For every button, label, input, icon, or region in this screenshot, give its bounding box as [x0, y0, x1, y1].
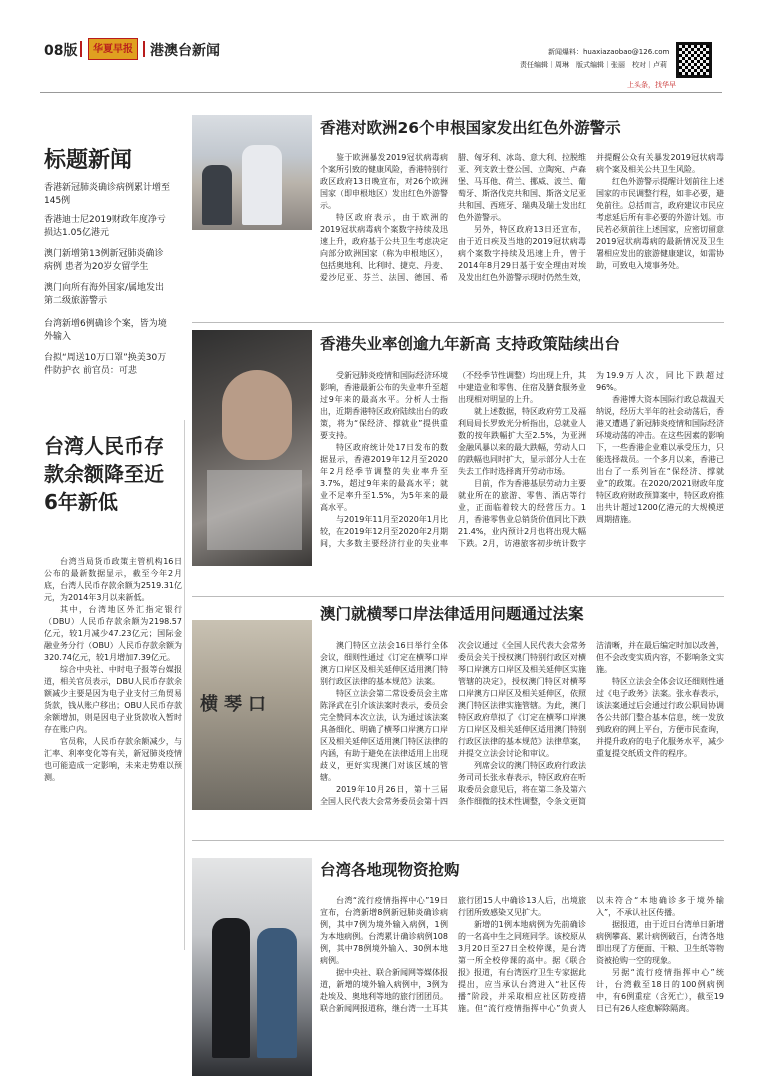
article-divider: [192, 322, 724, 323]
article-body: [320, 370, 724, 590]
paragraph: 特区立法会全体会议还细则性通过《电子政务》法案。张永春表示，该法案通过后会通过行政公职局协调各公共部门整合基本信息，统一发放到政府的网上平台，方便市民查询，并提升政府的电子化服务水平，减少重复提交纸质文件的程序。: [596, 677, 724, 758]
brief-item: 香港迪士尼2019财政年度净亏损达1.05亿港元: [44, 215, 166, 238]
paragraph: 香港博大资本国际行政总裁温天纳说，经历大半年的社会动荡后，香港又遭遇了新冠肺炎疫情和国际经济环境动荡的冲击。在这些因素的影响下，一些香港企业难以承受压力，只能选择裁员。一个多月以来，香港已出台了一系列旨在“保经济、撑就业”的政策。在2020/2021财政年度特区政府财政预算案中，特区政府推出共计超过1200亿港元的大规模逆周期措施。: [596, 395, 724, 524]
paragraph: 澳门特区立法会16日举行全体会议，细则性通过《订定在横琴口岸澳方口岸区及相关延伸区适用澳门特别行政区法律的基本规范》法案。: [320, 641, 448, 686]
article-headline: 香港失业率创逾九年新高 支持政策陆续出台: [320, 335, 620, 353]
paragraph: 另据“流行疫情指挥中心”统计，台湾截至18日的100例病例中，有6例重症（含死亡），截至19日已有26人痊愈解除隔离。: [596, 968, 724, 1013]
article-divider: [192, 840, 724, 841]
paragraph: 鉴于欧洲暴发2019冠状病毒病个案所引致的健康风险，香港特别行政区政府13日晚宣布，对26个欧洲国家（即申根地区）发出红色外游警示。: [320, 153, 448, 210]
paragraph: 特区政府统计处17日发布的数据显示，香港2019年12月至2020年2月经季节调整的失业率升至3.7%，超过9年来的最高水平；就业不足率升至1.5%，为5年来的最高水平。: [320, 443, 448, 512]
travelers-luggage-photo: [192, 858, 312, 1076]
article-body: [320, 640, 724, 822]
hengqin-port-photo: [192, 620, 312, 810]
page-number: 08版: [44, 43, 78, 59]
news-hotline: 新闻爆料：huaxiazaobao@126.com: [548, 48, 670, 56]
page-header: [0, 0, 766, 95]
paragraph: 另外，特区政府13日还宣布，由于近日疾及当地的2019冠状病毒病个案数字持续及迅速上升，曾于2014年8月29日基于安全理由对埃及发出红色外游警示现时仍然生效，并提醒公众有关暴发2019冠状病毒病个案及相关公共卫生风险。: [458, 153, 724, 282]
brief-item: 台拟“周送10万口罩”换美30万件防护衣 前官员：可悲: [44, 353, 167, 376]
article-headline: 澳门就横琴口岸法律适用问题通过法案: [320, 605, 584, 623]
qr-code-icon: [676, 42, 712, 78]
paragraph: 目前，作为香港基层劳动力主要就业所在的旅游、零售、酒店等行业，正面临着较大的经营压力。1月，香港零售业总销货价值同比下跌21.4%，业内预计2月也将出现大幅下跌。2月，访港旅客初步统计数字为19.9万人次，同比下跌超过96%。: [458, 371, 724, 548]
brief-item: 香港新冠肺炎确诊病例累计增至145例: [44, 183, 171, 206]
paragraph: 列席会议的澳门特区政府行政法务司司长张永春表示，特区政府在听取委员会意见后，将在第二条及第六条作细微的技术性调整，令条文更简洁清晰，并在最后编定时加以改善，但不会改变实质内容，不影响条文实施。: [458, 641, 724, 806]
paragraph: 就上述数据，特区政府劳工及福利局局长罗致光分析指出，总就业人数的按年跌幅扩大至2.5%，为亚洲金融风暴以来的最大跌幅，劳动人口的跌幅也同时扩大，显示部分人士在失去工作时选择离开劳动市场。: [458, 407, 586, 476]
paragraph: 红色外游警示提醒计划前往上述国家的市民调整行程，如非必要，避免前往。总括而言，政府建议市民应考虑延后所有非必要的外游计划。市民若必须前往上述国家，应密切留意2019冠状病毒病的最新情况及卫生署相应发出的旅游健康建议，如需协助，可致电入境事务处。: [596, 177, 724, 270]
brief-item: 澳门新增第13例新冠肺炎确诊病例 患者为20岁女留学生: [44, 249, 164, 272]
airport-travelers-photo: [192, 115, 312, 230]
paragraph: 台湾“流行疫情指挥中心”19日宣布，台湾新增8例新冠肺炎确诊病例，其中7例为境外输入病例，1例为本地病例。台湾累计确诊病例108例，其中78例境外输入、30例本地病例。: [320, 896, 448, 965]
port-sign: 横琴口: [200, 694, 272, 715]
paragraph: 台湾当局货币政策主管机构16日公布的最新数据显示，截至今年2月底，台湾人民币存款余额为2519.31亿元，为2014年3月以来新低。: [44, 557, 182, 602]
brief-item: 澳门向所有海外国家/属地发出第二级旅游警示: [44, 283, 165, 306]
article-body: [320, 895, 724, 1070]
slogan: 上头条，找华早: [627, 81, 676, 89]
section-name: 港澳台新闻: [150, 43, 220, 59]
article-headline: 香港对欧洲26个申根国家发出红色外游警示: [320, 119, 621, 137]
header-separator: [80, 41, 82, 57]
paragraph: 新增的1例本地病例为先前确诊的一名高中生之同班同学。该校原从3月20日至27日全校停课，是台湾第一所全校停课的高中。据《联合报》报道，有台湾医疗卫生专家据此提出，应当承认台湾进入“社区传播”阶段，并采取相应社区防疫措施。但“流行疫情指挥中心”负责人以未符合“本地确诊多于境外输入”，不承认社区传播。: [458, 896, 724, 1013]
paragraph: 与2019年11月至2020年1月比较，在2019年12月至2020年2月期间，大多数主要经济行业的失业率（不经季节性调整）均出现上升，其中建造业和零售、住宿及膳食服务业出现相对明显的上升。: [320, 371, 586, 548]
article-body: [320, 152, 724, 314]
feature-headline: 台湾人民币存款余额降至近6年新低: [44, 434, 164, 514]
header-rule: [40, 92, 722, 93]
article-divider: [192, 596, 724, 597]
paragraph: 受新冠肺炎疫情和国际经济环境影响，香港最新公布的失业率升至超过9年来的最高水平。分析人士指出，近期香港特区政府陆续出台的政策，将为“保经济、撑就业”提供重要支持。: [320, 371, 448, 440]
headlines-title: 标题新闻: [44, 148, 133, 173]
newspaper-logo: 华夏早报: [88, 38, 138, 60]
paragraph: 特区立法会第二常设委员会主席陈泽武在引介该法案时表示，委员会完全赞同本次立法，认为通过该法案具备细化、明确了横琴口岸澳方口岸区及相关延伸区适用澳门特区法律的内涵，有助于避免在法律适用上出现歧义，更好实现澳门对该区域的管辖。: [320, 689, 448, 782]
column-divider: [184, 420, 185, 950]
paragraph: 综合中央社、中时电子报等台媒报道，相关官员表示，DBU人民币存款余额减少主要是因为电子业支付三角贸易货款，钱从账户移出；OBU人民币存款余额增加，则是因电子业货款收入暂时存在账户内。: [44, 665, 182, 734]
paragraph: 2019年10月26日，第十三届全国人民代表大会常务委员会第十四次会议通过《全国人民代表大会常务委员会关于授权澳门特别行政区对横琴口岸澳方口岸区及相关延伸区实施管辖的决定》，授权澳门特区对横琴口岸澳方口岸区及相关延伸区，依照澳门特区法律实施管辖。为此，澳门特区政府草拟了《订定在横琴口岸澳方口岸区及相关延伸区适用澳门特别行政区法律的基本规范》法律草案，并提交立法会讨论和审议。: [320, 641, 586, 806]
paragraph: 官员称，人民币存款余额减少，与汇率、利率变化等有关，新冠肺炎疫情也可能造成一定影响，未来走势难以预测。: [44, 737, 182, 782]
paragraph: 据中央社、联合新闻网等媒体报道，新增的境外输入病例中，3例为赴埃及、奥地利等地的旅行团团员。联合新闻网报道称，继台湾一土耳其旅行团15人中确诊13人后，出境旅行团所致感染又见扩大。: [320, 896, 586, 1013]
paragraph: 据报道，由于近日台湾单日新增病例攀高、累计病例破百，台湾各地即出现了方便面、干粮、卫生纸等物资被抢购一空的现象。: [596, 920, 724, 965]
editor-credits: 责任编辑｜周琳 版式编辑｜张丽 校对｜卢莉: [520, 61, 667, 69]
paragraph: 其中，台湾地区外汇指定银行（DBU）人民币存款余额为2198.57亿元，较1月减少47.23亿元；国际金融业务分行（OBU）人民币存款余额为320.74亿元，较1月增加7.39亿元。: [44, 605, 182, 662]
paragraph: 特区政府表示，由于欧洲的2019冠状病毒病个案数字持续及迅速上升，政府基于公共卫生考虑决定向部分欧洲国家（称为申根地区），包括奥地利、比利时、捷克、丹麦、爱沙尼亚、芬兰、法国、德国、希腊、匈牙利、冰岛、意大利、拉脱维亚、列支敦士登公国、立陶宛、卢森堡、马耳他、荷兰、挪威、波兰、葡萄牙、斯洛伐克共和国、斯洛文尼亚共和国、西班牙、瑞典及瑞士发出红色外游警示。: [320, 153, 586, 282]
brief-item: 台湾新增6例确诊个案，皆为境外输入: [44, 319, 167, 342]
header-separator: [143, 41, 145, 57]
article-headline: 台湾各地现物资抢购: [320, 861, 460, 879]
feature-body: [44, 556, 182, 784]
masked-person-photo: [192, 330, 312, 566]
